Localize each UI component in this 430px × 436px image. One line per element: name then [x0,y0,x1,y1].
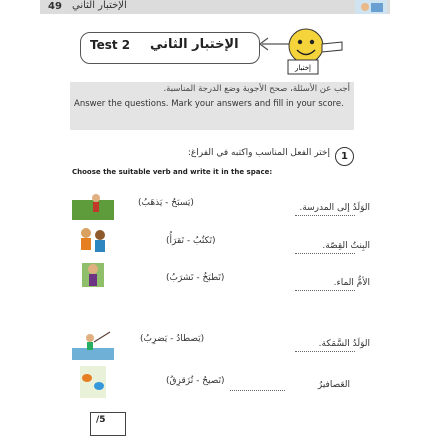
title-english: Test 2 [90,38,131,52]
boy-walking-picture [72,190,114,222]
instructions-arabic: أجب عن الأسئلة، صحح الأجوبة وضع الدرجة المناسبة. [163,84,350,94]
row-sentence: الوَلَدُ إلى المدرسة. [299,203,370,213]
header-illustration [355,0,387,14]
answer-blank[interactable] [295,252,355,254]
answer-blank[interactable] [295,289,355,291]
row-choices: (يَسبَحُ - يَذهَبُ) [138,198,194,208]
row-choices: (تَكتُبُ - تَقرَأُ) [166,236,216,246]
badge-text: إختبار [294,64,312,72]
row-sentence: الوَلَدُ السَّمَكة. [318,339,370,349]
title-arabic: الإختبار الثاني [150,37,239,52]
header-title: الإختبار الثاني [72,0,127,11]
page-number: 49 [48,1,62,12]
girl-reading-picture [72,224,114,256]
row-sentence: البِنتُ القِصّة. [322,241,370,251]
answer-blank[interactable] [295,350,355,352]
row-choices: (تَطبَخُ - تَشرَبُ) [166,273,225,283]
row-sentence: العَصافيرُ [317,380,350,390]
row-sentence: الأمُّ الماء. [333,278,370,288]
row-choices: (تَصيحُ - تُزَقزِقُ) [166,376,225,386]
row-choices: (يَصطادُ - يَضرِبُ) [140,334,205,344]
question-number: 1 [335,147,354,166]
score-text: /5 [96,415,106,425]
answer-blank[interactable] [295,214,355,216]
instructions-english: Answer the questions. Mark your answers and fill in your score. [74,99,344,109]
smiley-mascot-icon [280,24,350,76]
birds-picture [72,366,114,398]
mother-drinking-picture [72,259,114,291]
question-arabic: إختر الفعل المناسب واكتبه في الفراغ: [187,148,330,158]
question-english: Choose the suitable verb and write it in the space: [72,168,273,176]
boy-fishing-picture [72,330,114,362]
